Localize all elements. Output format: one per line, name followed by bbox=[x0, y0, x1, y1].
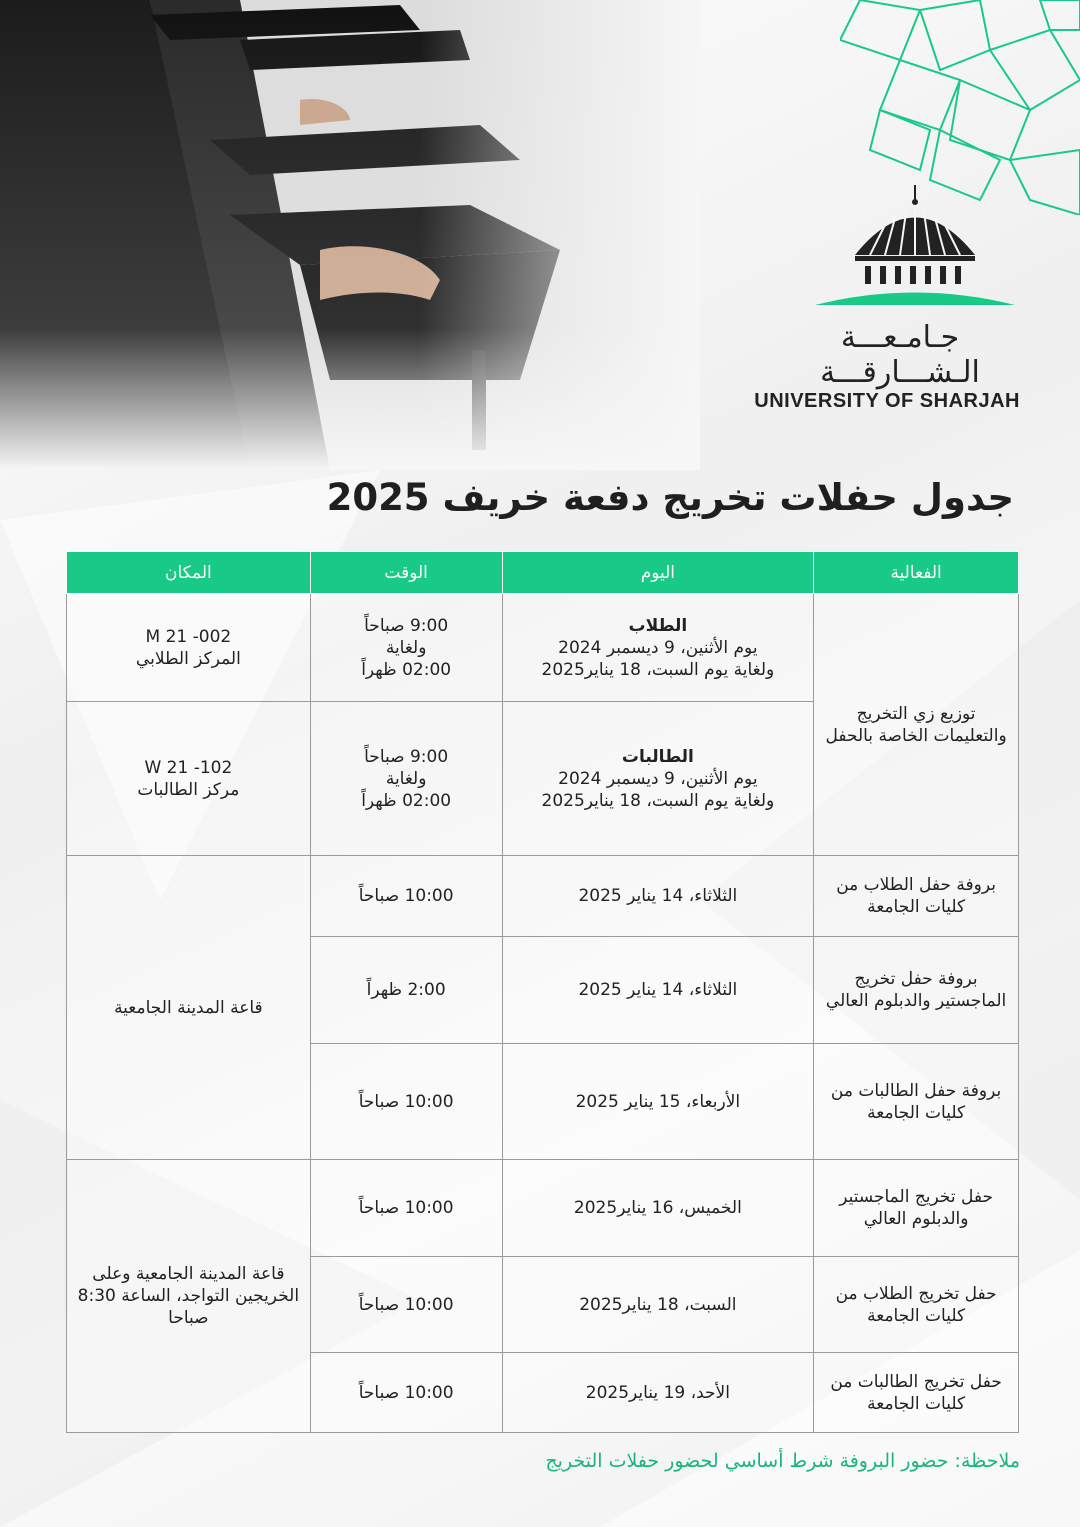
time-line: 02:00 ظهراً bbox=[361, 790, 452, 811]
place-cell bbox=[67, 594, 311, 702]
place-name: المركز الطلابي bbox=[135, 648, 241, 669]
time-cell: 10:00 صباحاً bbox=[310, 856, 502, 937]
university-name-arabic: جـامـعـــة الـشـــارقـــة bbox=[820, 320, 980, 390]
time-line: 9:00 صباحاً bbox=[364, 615, 449, 636]
header-event: الفعالية bbox=[814, 552, 1019, 594]
time-cell: 10:00 صباحاً bbox=[310, 1044, 502, 1160]
room-code: W 21 -102 bbox=[144, 757, 233, 778]
time-line: 02:00 ظهراً bbox=[361, 659, 452, 680]
event-cell: بروفة حفل الطلاب من كليات الجامعة bbox=[814, 856, 1019, 937]
place-name: مركز الطالبات bbox=[137, 779, 240, 800]
graduation-cap-icon bbox=[0, 0, 700, 470]
hero-graduation-image bbox=[0, 0, 700, 470]
day-line: ولغاية يوم السبت، 18 يناير2025 bbox=[541, 790, 775, 811]
table-row bbox=[67, 594, 1019, 702]
graduation-schedule-table bbox=[66, 551, 1019, 1433]
event-cell: بروفة حفل الطالبات من كليات الجامعة bbox=[814, 1044, 1019, 1160]
table-row bbox=[67, 856, 1019, 937]
event-cell: بروفة حفل تخريج الماجستير والدبلوم العالي bbox=[814, 937, 1019, 1044]
day-cell: الثلاثاء، 14 يناير 2025 bbox=[502, 937, 814, 1044]
room-code: M 21 -002 bbox=[145, 626, 232, 647]
university-name-english: UNIVERSITY OF SHARJAH bbox=[754, 390, 1020, 412]
day-cell bbox=[502, 594, 814, 702]
time-cell: 10:00 صباحاً bbox=[310, 1160, 502, 1257]
time-cell: 2:00 ظهراً bbox=[310, 937, 502, 1044]
header-place: المكان bbox=[67, 552, 311, 594]
event-cell: حفل تخريج الطلاب من كليات الجامعة bbox=[814, 1257, 1019, 1353]
event-cell: حفل تخريج الماجستير والدبلوم العالي bbox=[814, 1160, 1019, 1257]
time-cell bbox=[310, 594, 502, 702]
university-logo bbox=[720, 180, 1020, 413]
event-cell: توزيع زي التخريج والتعليمات الخاصة بالحفل bbox=[814, 594, 1019, 856]
day-title: الطلاب bbox=[628, 615, 688, 636]
time-line: 9:00 صباحاً bbox=[364, 746, 449, 767]
day-cell: الأحد، 19 يناير2025 bbox=[502, 1353, 814, 1433]
day-line: ولغاية يوم السبت، 18 يناير2025 bbox=[541, 659, 775, 680]
day-cell: الأربعاء، 15 يناير 2025 bbox=[502, 1044, 814, 1160]
dome-logo-icon bbox=[720, 180, 1020, 310]
place-cell: قاعة المدينة الجامعية bbox=[67, 856, 311, 1160]
table-header-row bbox=[67, 552, 1019, 594]
time-line: ولغاية bbox=[385, 637, 427, 658]
time-line: ولغاية bbox=[385, 768, 427, 789]
header-day: اليوم bbox=[502, 552, 814, 594]
time-cell: 10:00 صباحاً bbox=[310, 1257, 502, 1353]
event-cell: حفل تخريج الطالبات من كليات الجامعة bbox=[814, 1353, 1019, 1433]
time-cell: 10:00 صباحاً bbox=[310, 1353, 502, 1433]
page-title: جدول حفلات تخريج دفعة خريف 2025 bbox=[326, 476, 1014, 519]
day-line: يوم الأثنين، 9 ديسمبر 2024 bbox=[558, 637, 758, 658]
time-cell bbox=[310, 702, 502, 856]
header-time: الوقت bbox=[310, 552, 502, 594]
day-line: يوم الأثنين، 9 ديسمبر 2024 bbox=[558, 768, 758, 789]
place-cell bbox=[67, 702, 311, 856]
place-cell: قاعة المدينة الجامعية وعلى الخريجين التواجد، الساعة 8:30 صباحا bbox=[67, 1160, 311, 1433]
table-row bbox=[67, 1160, 1019, 1257]
day-cell: الثلاثاء، 14 يناير 2025 bbox=[502, 856, 814, 937]
day-title: الطالبات bbox=[621, 746, 694, 767]
footer-note: ملاحظة: حضور البروفة شرط أساسي لحضور حفلات التخريج bbox=[545, 1450, 1020, 1472]
day-cell bbox=[502, 702, 814, 856]
day-cell: السبت، 18 يناير2025 bbox=[502, 1257, 814, 1353]
day-cell: الخميس، 16 يناير2025 bbox=[502, 1160, 814, 1257]
